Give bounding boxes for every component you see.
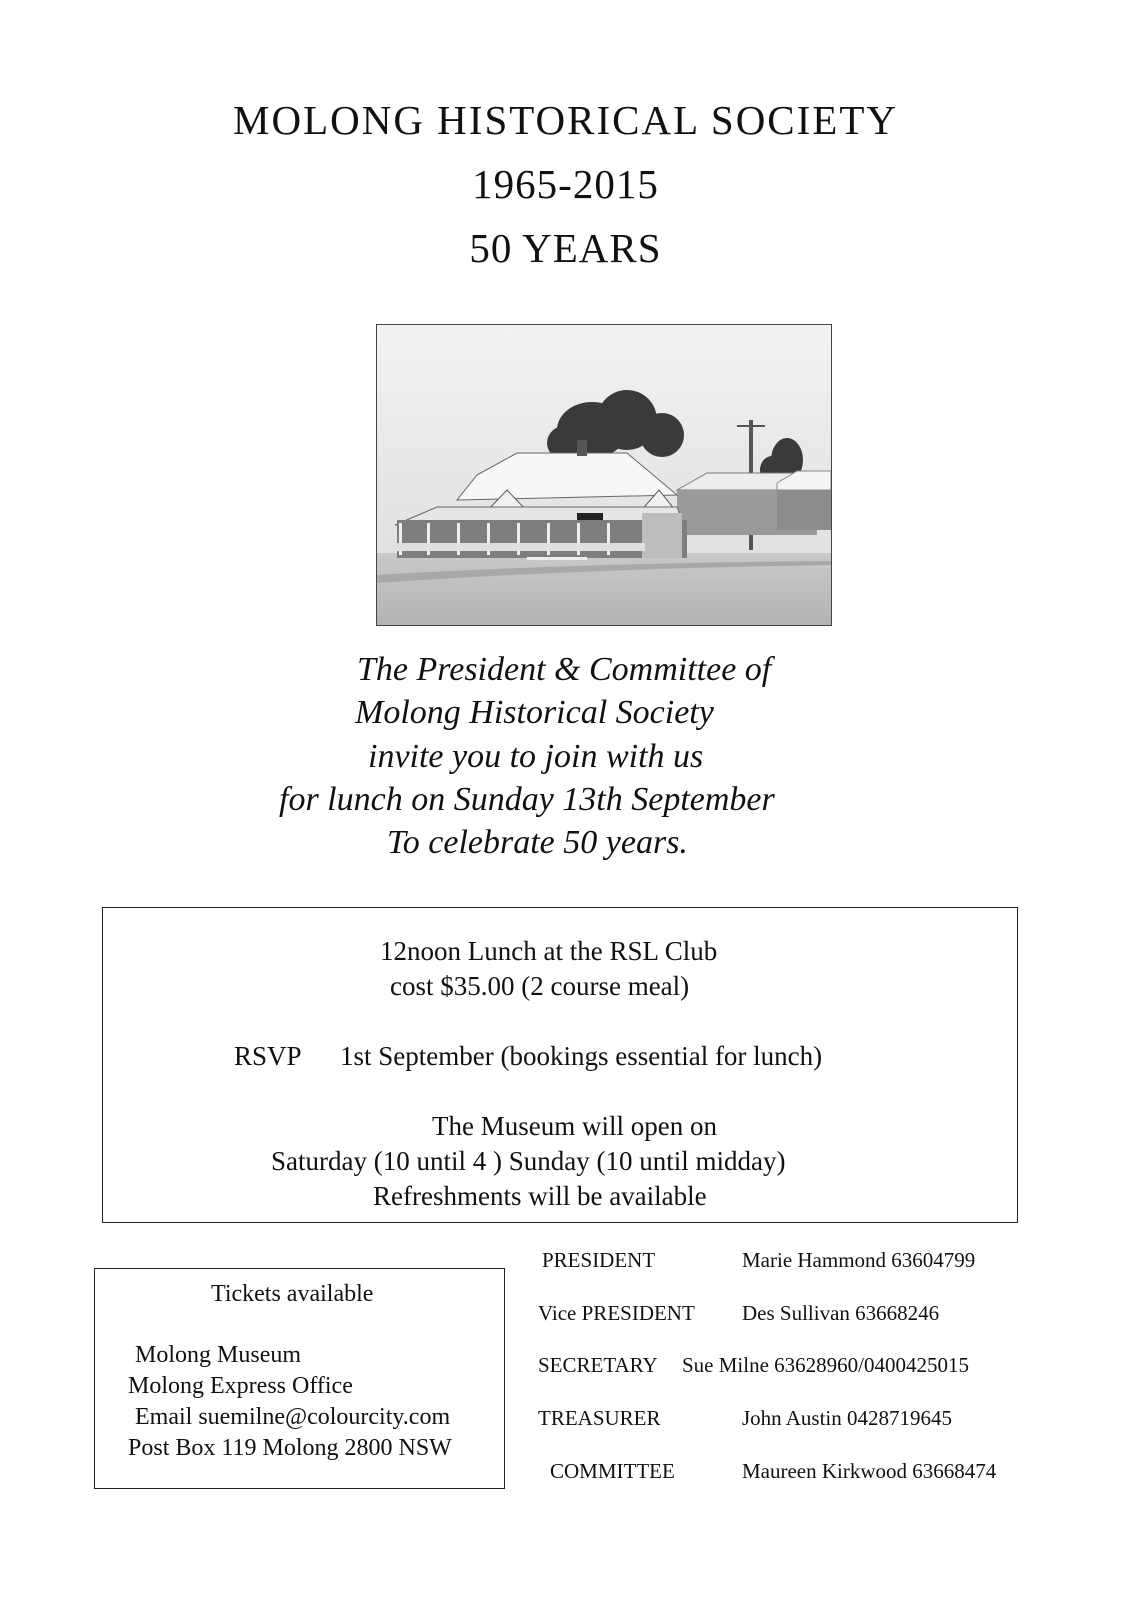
museum-hours: Saturday (10 until 4 ) Sunday (10 until midday) bbox=[271, 1146, 786, 1176]
lunch-info: 12noon Lunch at the RSL Club bbox=[380, 936, 718, 966]
refreshments-note: Refreshments will be available bbox=[373, 1181, 707, 1211]
officer-role: TREASURER bbox=[538, 1406, 661, 1430]
officers-list bbox=[536, 1248, 1096, 1488]
officer-name: Marie Hammond 63604799 bbox=[742, 1248, 976, 1272]
cost-info: cost $35.00 (2 course meal) bbox=[390, 971, 690, 1001]
rsvp-label: RSVP bbox=[234, 1041, 302, 1071]
invitation-line: invite you to join with us bbox=[368, 738, 704, 775]
rsvp-text: 1st September (bookings essential for lunch) bbox=[340, 1041, 823, 1071]
museum-open: The Museum will open on bbox=[432, 1111, 717, 1141]
officer-row bbox=[536, 1301, 1096, 1331]
officer-name: Maureen Kirkwood 63668474 bbox=[742, 1459, 997, 1483]
ticket-outlet: Molong Museum bbox=[135, 1342, 302, 1368]
event-details-box bbox=[102, 907, 1018, 1223]
officer-name: John Austin 0428719645 bbox=[742, 1406, 953, 1430]
invitation-line: To celebrate 50 years. bbox=[387, 824, 688, 861]
tickets-heading: Tickets available bbox=[211, 1281, 374, 1307]
officer-row bbox=[536, 1353, 1096, 1383]
ticket-postal: Post Box 119 Molong 2800 NSW bbox=[128, 1435, 452, 1461]
society-title: MOLONG HISTORICAL SOCIETY bbox=[233, 97, 898, 143]
invitation-line: The President & Committee of bbox=[357, 651, 772, 688]
officer-role: Vice PRESIDENT bbox=[538, 1301, 695, 1325]
officer-role: SECRETARY bbox=[538, 1353, 658, 1377]
officer-name: Des Sullivan 63668246 bbox=[742, 1301, 940, 1325]
ticket-outlet: Molong Express Office bbox=[128, 1373, 353, 1399]
officer-role: COMMITTEE bbox=[550, 1459, 675, 1483]
invitation-line: Molong Historical Society bbox=[355, 694, 714, 731]
historic-building-photo bbox=[376, 324, 832, 626]
officer-row bbox=[536, 1406, 1096, 1436]
officer-row bbox=[536, 1459, 1096, 1489]
tickets-box bbox=[94, 1268, 505, 1489]
ticket-email: Email suemilne@colourcity.com bbox=[135, 1404, 451, 1430]
years-range: 1965-2015 bbox=[472, 161, 659, 207]
officer-role: PRESIDENT bbox=[542, 1248, 656, 1272]
officer-row bbox=[536, 1248, 1096, 1278]
header bbox=[0, 97, 1131, 292]
invitation-line: for lunch on Sunday 13th September bbox=[279, 781, 775, 818]
officer-name: Sue Milne 63628960/0400425015 bbox=[682, 1353, 969, 1377]
anniversary-label: 50 YEARS bbox=[469, 225, 662, 271]
